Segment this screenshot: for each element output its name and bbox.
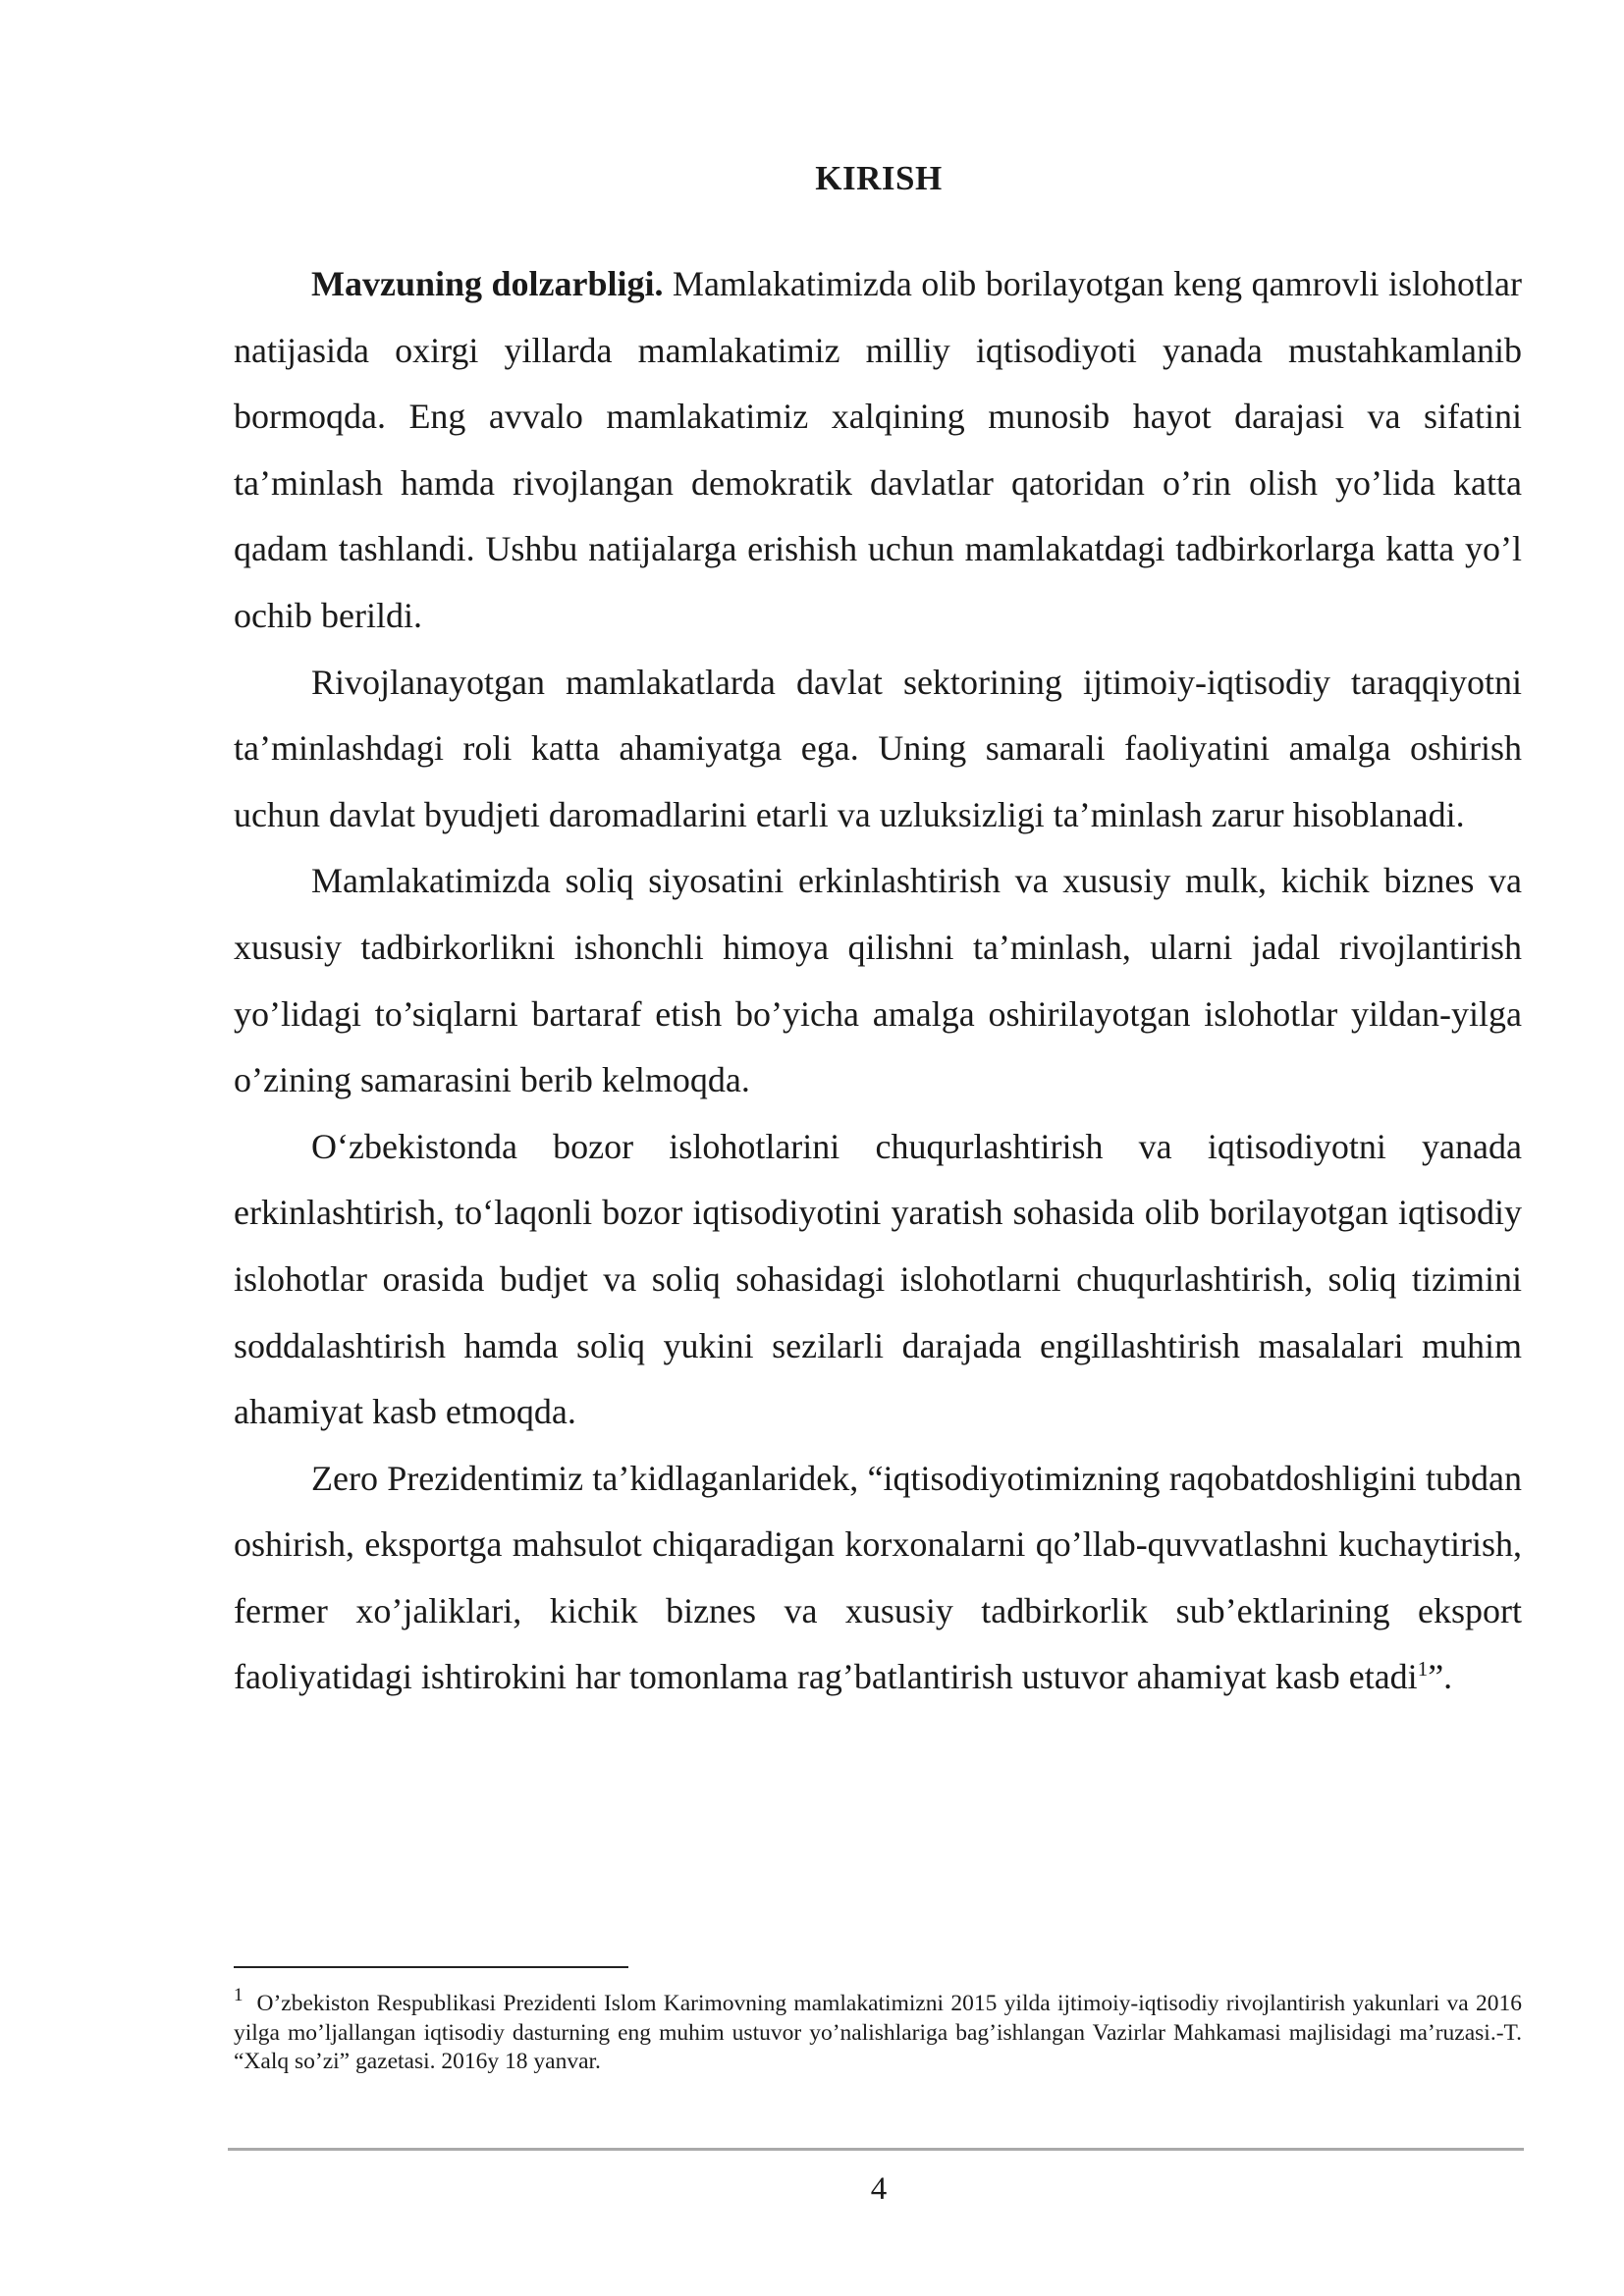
body-text xyxy=(234,251,1522,1711)
footnote xyxy=(234,1981,1522,2077)
paragraph: O‘zbekistonda bozor islohotlarini chuqurlashtirish va iqtisodiyotni yanada erkinlashtirish, to‘laqonli bozor iqtisodiyotini yaratish sohasida olib borilayotgan iqtisodiy islohotlar orasida budjet va soliq sohasidagi islohotlarni chuqurlashtirish, soliq tizimini soddalashtirish hamda soliq yukini sezilarli darajada engillashtirish masalalari muhim ahamiyat kasb etmoqda. xyxy=(234,1126,1522,1432)
paragraph-text: Zero Prezidentimiz ta’kidlaganlaridek, “iqtisodiyotimizning raqobatdoshligini tubdan oshirish, eksportga mahsulot chiqaradigan korxonalarni qo’llab-quvvatlashni kuchaytirish, fermer xo’jaliklari, kichik biznes va xususiy tadbirkorlik sub’ektlarining eksport faoliyatidagi ishtirokini har tomonlama rag’batlantirish ustuvor ahamiyat kasb etadi xyxy=(234,1458,1522,1697)
paragraph-relevance xyxy=(234,251,1522,650)
section-heading: KIRISH xyxy=(815,159,943,197)
paragraph: Mamlakatimizda soliq siyosatini erkinlashtirish va xususiy mulk, kichik biznes va xususiy tadbirkorlikni ishonchli himoya qilishni ta’minlash, ularni jadal rivojlantirish yo’lidagi to’siqlarni bartaraf etish bo’yicha amalga oshirilayotgan islohotlar yildan-yilga o’zining samarasini berib kelmoqda. xyxy=(234,861,1522,1100)
page-number: 4 xyxy=(870,2171,888,2207)
paragraph-text: Mamlakatimizda olib borilayotgan keng qamrovli islohotlar natijasida oxirgi yillarda mamlakatimiz milliy iqtisodiyoti yanada mustahkamlanib bormoqda. Eng avvalo mamlakatimiz xalqining munosib hayot darajasi va sifatini ta’minlash hamda rivojlangan demokratik davlatlar qatoridan o’rin olish yo’lida katta qadam tashlandi. Ushbu natijalarga erishish uchun mamlakatdagi tadbirkorlarga katta yo’l ochib berildi. xyxy=(234,264,1522,635)
paragraph-tail: ”. xyxy=(1428,1657,1453,1697)
paragraph: Rivojlanayotgan mamlakatlarda davlat sektorining ijtimoiy-iqtisodiy taraqqiyotni ta’minlashdagi roli katta ahamiyatga ega. Uning samarali faoliyatini amalga oshirish uchun davlat byudjeti daromadlarini etarli va uzluksizligi ta’minlash zarur hisoblanadi. xyxy=(234,662,1522,834)
footnote-reference[interactable]: 1 xyxy=(1417,1657,1429,1682)
footnote-text: O’zbekiston Respublikasi Prezidenti Islom Karimovning mamlakatimizni 2015 yilda ijtimoiy-iqtisodiy rivojlantirish yakunlari va 2016 yilga mo’ljallangan iqtisodiy dasturning eng muhim ustuvor yo’nalishlariga bag’ishlangan Vazirlar Mahkamasi majlisidagi ma’ruzasi.-T. “Xalq so’zi” gazetasi. 2016y 18 yanvar. xyxy=(234,1991,1522,2074)
paragraph-quote xyxy=(234,1446,1522,1711)
footer-divider xyxy=(228,2148,1524,2151)
footnote-separator xyxy=(234,1966,628,1968)
footnote-number: 1 xyxy=(234,1985,244,2005)
paragraph-lead: Mavzuning dolzarbligi. xyxy=(311,264,664,303)
